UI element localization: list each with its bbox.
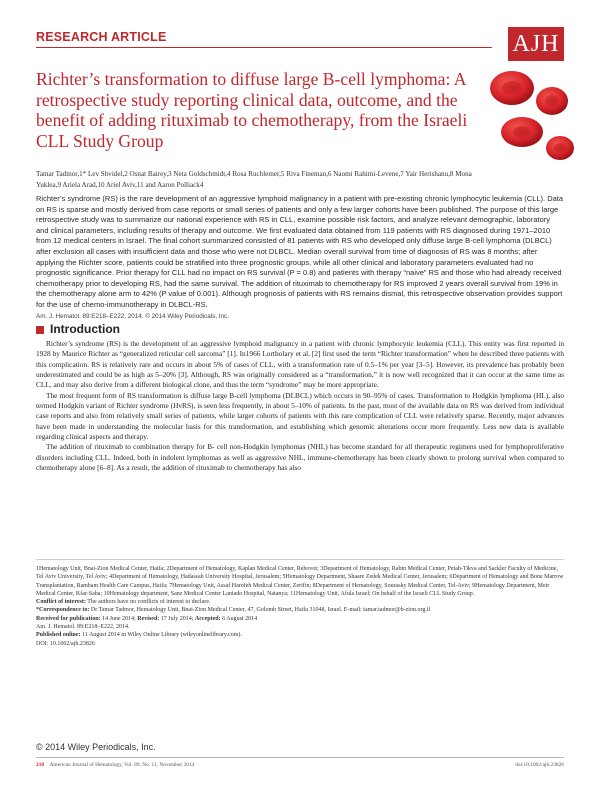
section-marker-icon — [36, 326, 44, 334]
correspondence-text: Dr Tamar Tadmor, Hematology Unit, Bnai-Zion Medical Center, 47, Golomb Street, Haifa 31048, Israel. E-mail: tamar.tadmor@b-zion.org.il — [90, 607, 431, 614]
header-rule — [36, 47, 492, 48]
red-blood-cells-illustration — [478, 64, 578, 168]
published-label: Published online: — [36, 632, 81, 639]
section-label: RESEARCH ARTICLE — [36, 30, 167, 44]
revised-label: Revised: — [137, 615, 160, 622]
body-paragraph: Richter’s syndrome (RS) is the development of an aggressive lymphoid malignancy in a patient with chronic lymphocytic leukemia (CLL). This entity was first reported in 1928 by Maurice Richter as “generalized reticular cell sarcoma” [1]. In1966 Lortholary et al. [2] first used the term “Richter transformation” when he described three patients with this complication. RS is relatively rare and occurs in about 5% of cases of CLL, with a transformation rate of 0.5–1% per year [3–5]. However, its prevalence has probably been underestimated and could be as high as 5–20% [3]. Although, RS was originally considered as a “transformation,” it is now well recognized that it can occur at the same time as CLL, and may also derive from a different biological clone, and thus the term “syndrome” may be more appropriate. — [36, 339, 564, 390]
body-paragraph: The most frequent form of RS transformation is diffuse large B-cell lymphoma (DLBCL) which occurs in 90–95% of cases. Transformation to Hodgkin lymphoma (HL), also termed Hodgkin variant of Richter syndrome (HvRS), is seen less frequently, in about 5–10% of patients. In the past, most of the available data on RS was derived from individual case reports and also from relatively small series of patients, while larger cohorts of patients with this rare complication of CLL were relatively sparse. Recently, major advances have been made in understanding the molecular basis for this transformation, and establishing which genomic alterations occur more frequently. Less new data is available regarding clinical aspects and therapy. — [36, 390, 564, 442]
received-value: 14 June 2014; — [102, 615, 136, 622]
conflict-text: The authors have no conflicts of interest to declare. — [87, 599, 211, 606]
article-title: Richter’s transformation to diffuse large B-cell lymphoma: A retrospective study reporting clinical data, outcome, and the benefit of adding rituximab to chemotherapy, from the Israeli CLL Study Group — [36, 69, 468, 151]
footnotes — [36, 565, 564, 648]
footnote-divider — [36, 559, 564, 560]
affiliations: 1Hematology Unit, Bnai-Zion Medical Center, Haifa; 2Department of Hematology, Kaplan Medical Center, Rehovot; 3Department of Hematology, Rabin Medical Center, Petah-Tikva and Sackler Faculty of Medicine, Tel Aviv University, Tel Aviv; 4Department of Hematology, Hadassah University Hospital, Jerusalem; 5Hematology Department, Shaare Zedek Medical Center, Jerusalem; 6Department of Hematology and Bone Marrow Transplantation, Rambam Health Care Campus, Haifa; 7Hematology Unit, Assaf Harofeh Medical Center, Zerifin; 8Department of Hematology, Sourasky Medical Center, Tel-Aviv; 9Hematology Department, Meir Medical Center, Kfar-Saba; 10Hematology department, Sanz Medical Center Laniado Hospital, Natanya; 11Hematology Unit, Afula Israel; On behalf of the Israeli CLL Study Group. — [36, 566, 564, 597]
received-label: Received for publication: — [36, 615, 101, 622]
abstract — [36, 194, 564, 322]
footer-divider — [36, 757, 564, 758]
copyright-notice: © 2014 Wiley Periodicals, Inc. — [36, 742, 156, 752]
page-footer — [36, 762, 564, 768]
footnote-citation: Am. J. Hematol. 89:E218–E222, 2014. — [36, 624, 130, 631]
footer-doi[interactable]: doi:10.1002/ajh.23826 — [515, 762, 564, 768]
author-list: Tamar Tadmor,1* Lev Shvidel,2 Osnat Bairey,3 Neta Goldschmidt,4 Rosa Ruchlemer,5 Riva Fineman,6 Naomi Rahimi-Levene,7 Yair Herishanu,8 Mona Yuklea,9 Ariela Arad,10 Ariel Aviv,11 and Aaron Polliack4 — [36, 170, 472, 189]
body-paragraph: The addition of rituximab to combination therapy for B- cell non-Hodgkin lymphomas (NHL) has become standard for all therapeutic regimens used for lymphoproliferative disorders including CLL. Indeed, both in indolent lymphomas as well as aggressive NHL, immune-chemotherapy has been clearly shown to prolong survival when compared to chemotherapy alone [6–8]. As a result, the addition of rituximab to chemotherapy has also — [36, 442, 564, 473]
introduction-heading: Introduction — [50, 322, 120, 336]
accepted-value: 6 August 2014 — [222, 615, 258, 622]
accepted-label: Accepted: — [194, 615, 221, 622]
conflict-label: Conflict of interest: — [36, 599, 86, 606]
blood-cell — [546, 136, 574, 160]
blood-cell — [501, 117, 543, 147]
blood-cell — [536, 87, 568, 115]
revised-value: 17 July 2014; — [160, 615, 194, 622]
journal-logo[interactable]: AJH — [508, 27, 564, 61]
published-value[interactable]: 11 August 2014 in Wiley Online Library (wileyonlinelibrary.com). — [82, 632, 242, 639]
correspondence-label: *Correspondence to: — [36, 607, 90, 614]
journal-info: American Journal of Hematology, Vol. 89, No. 11, November 2014 — [49, 762, 195, 768]
doi[interactable]: DOI: 10.1002/ajh.23826 — [36, 640, 95, 647]
blood-cell — [490, 71, 534, 105]
abstract-text: Richter’s syndrome (RS) is the rare development of an aggressive lymphoid malignancy in a patient with pre-existing chronic lymphocytic leukemia (CLL). Data on RS is sparse and mostly derived from case reports or small series of patients and only a few larger cohorts have been published. The purpose of this large retrospective study was to summarize our national experience with RS in CLL, examine possible risk factors, and analyze relevant demographic, laboratory and clinical parameters, including results of therapy and outcome. We first evaluated data obtained from 119 patients with RS diagnosed during 1971–2010 from 12 medical centers in Israel. The final cohort summarized consisted of 81 patients with RS who developed only diffuse large B-cell lymphoma (DLBCL) after exclusion all cases with insufficient data and those who were not DLBCL. Median overall survival from time of diagnosis of RS was 8 months; after applying the Richter score, patients could be stratified into three prognostic groups, while all other clinical and laboratory parameters evaluated had no prognostic significance. Prior therapy for CLL had no impact on RS survival (P = 0.8) and patients with therapy “naive” RS and those who had already received chemotherapy prior to developing RS, had the same survival. The addition of rituximab to chemotherapy for RS improved 2 years overall survival from 19% in the chemotherapy alone arm to 42% (P value of 0.001). Although prognosis of patients with RS remains dismal, this retrospective observation provides support for the use of chemo-immunotherapy in DLBCL-RS. — [36, 194, 564, 309]
introduction-body — [36, 339, 564, 473]
page-number: 218 — [36, 762, 45, 768]
abstract-citation: Am. J. Hematol. 89:E218–E222, 2014. © 2014 Wiley Periodicals, Inc. — [36, 312, 229, 320]
